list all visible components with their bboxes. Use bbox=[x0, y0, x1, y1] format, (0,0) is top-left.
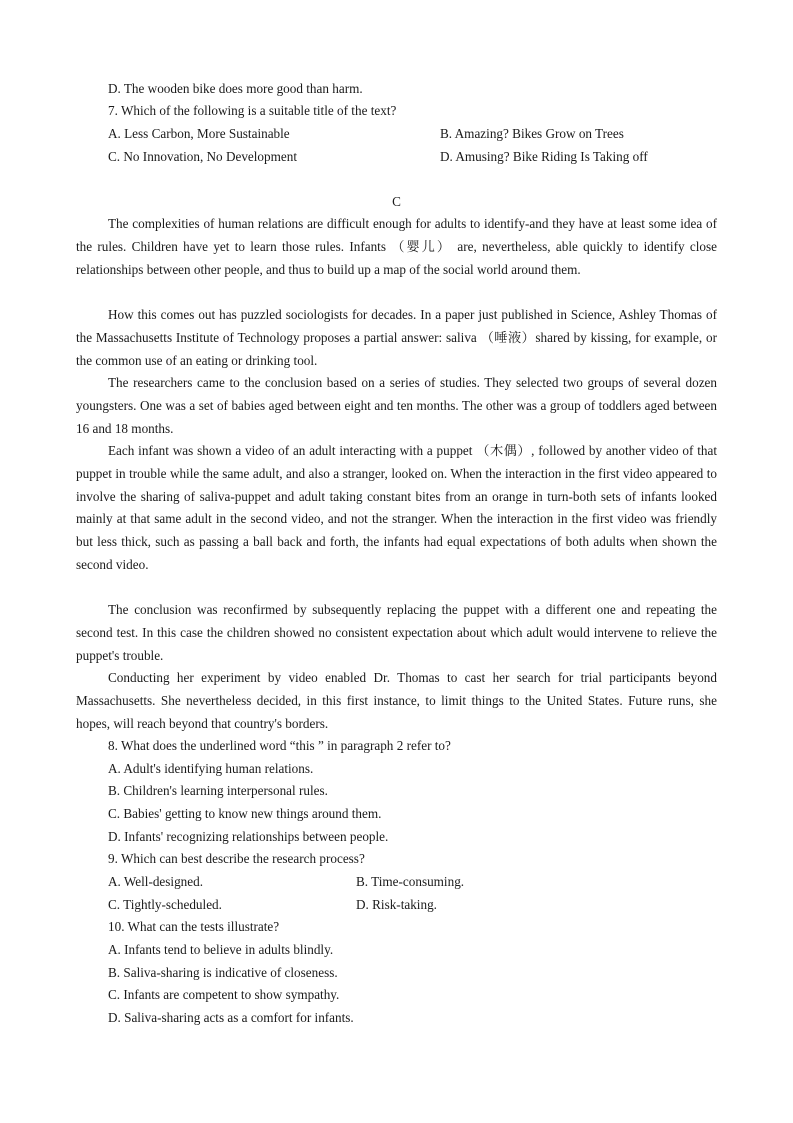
passage-paragraph-5: The conclusion was reconfirmed by subsequently replacing the puppet with a different one and repeating the second test. In this case the children showed no consistent expectation about which adult would intervene to relieve the puppet's trouble. bbox=[76, 602, 717, 663]
q6-option-d: D. The wooden bike does more good than harm. bbox=[108, 81, 363, 96]
q10-option-a: A. Infants tend to believe in adults blindly. bbox=[108, 942, 334, 957]
q10-option-d: D. Saliva-sharing acts as a comfort for infants. bbox=[108, 1010, 354, 1025]
q10-stem: 10. What can the tests illustrate? bbox=[108, 919, 280, 934]
paragraph-2-text: How this comes out has puzzled sociologists for decades. In a paper just published in Science, Ashley Thomas of the Massachusetts Institute of Technology proposes a partial answer: saliva （唾液）shared by kissing, for example, or the common use of an eating or drinking tool. bbox=[76, 307, 717, 368]
q10-option-b: B. Saliva-sharing is indicative of closeness. bbox=[108, 965, 338, 980]
q9-option-b: B. Time-consuming. bbox=[356, 874, 465, 889]
q9-option-d: D. Risk-taking. bbox=[356, 897, 437, 912]
passage-paragraph-6: Conducting her experiment by video enabled Dr. Thomas to cast her search for trial participants beyond Massachusetts. She nevertheless decided, in this first instance, to limit things to the United States. Future runs, she hopes, will reach beyond that country's borders. bbox=[76, 670, 717, 731]
q7-stem: 7. Which of the following is a suitable title of the text? bbox=[108, 103, 397, 118]
q8-option-b: B. Children's learning interpersonal rules. bbox=[108, 783, 328, 798]
q8-stem: 8. What does the underlined word “this ” in paragraph 2 refer to? bbox=[108, 738, 451, 753]
q8-option-d: D. Infants' recognizing relationships between people. bbox=[108, 829, 389, 844]
q7-option-d: D. Amusing? Bike Riding Is Taking off bbox=[440, 149, 648, 164]
passage-paragraph-2 bbox=[76, 304, 717, 372]
passage-paragraph-3: The researchers came to the conclusion based on a series of studies. They selected two groups of several dozen youngsters. One was a set of babies aged between eight and ten months. The other was a group of toddlers aged between 16 and 18 months. bbox=[76, 375, 717, 436]
q7-option-c: C. No Innovation, No Development bbox=[108, 149, 297, 164]
section-label: C bbox=[392, 194, 401, 209]
passage-paragraph-4: Each infant was shown a video of an adult interacting with a puppet （木偶）, followed by another video of that puppet in trouble while the same adult, and also a stranger, looked on. When the interaction in the first video appeared to involve the sharing of saliva-puppet and adult taking constant bites from an orange in turn-both sets of infants looked mainly at that same adult in the second video, and not the stranger. When the interaction in the first video was friendly but less thick, such as passing a ball back and forth, the infants had equal expectations of both adults when shown the second video. bbox=[76, 443, 717, 572]
q10-option-c: C. Infants are competent to show sympathy. bbox=[108, 987, 340, 1002]
q7-option-b: B. Amazing? Bikes Grow on Trees bbox=[440, 126, 624, 141]
q8-option-a: A. Adult's identifying human relations. bbox=[108, 761, 314, 776]
passage-paragraph-1: The complexities of human relations are difficult enough for adults to identify-and they have at least some idea of the rules. Children have yet to learn those rules. Infants （婴儿） are, nevertheless, able quickly to identify close relationships between other people, and thus to build up a map of the social world around them. bbox=[76, 216, 717, 277]
q9-option-a: A. Well-designed. bbox=[108, 874, 204, 889]
q9-option-c: C. Tightly-scheduled. bbox=[108, 897, 222, 912]
q8-option-c: C. Babies' getting to know new things around them. bbox=[108, 806, 382, 821]
q7-option-a: A. Less Carbon, More Sustainable bbox=[108, 126, 290, 141]
q9-stem: 9. Which can best describe the research process? bbox=[108, 851, 365, 866]
